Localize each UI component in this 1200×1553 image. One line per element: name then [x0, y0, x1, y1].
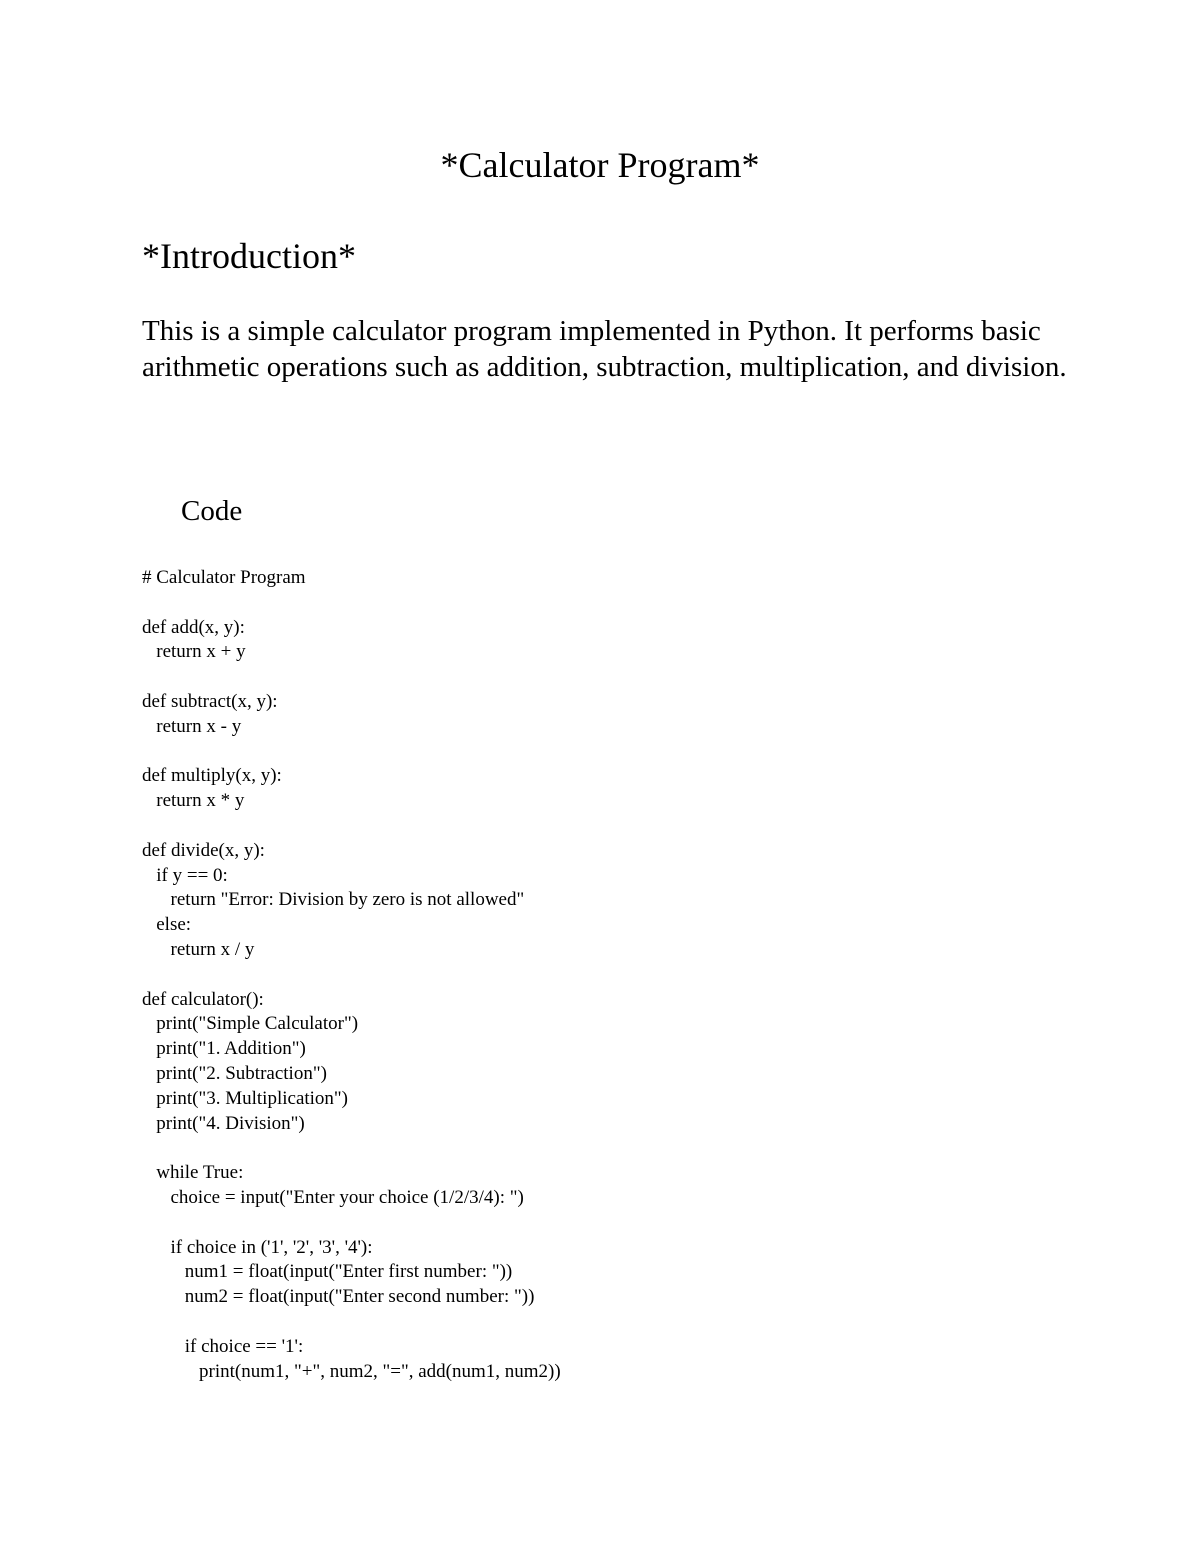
code-line: print("2. Subtraction") [142, 1062, 327, 1084]
code-line: if choice in ('1', '2', '3', '4'): [142, 1236, 373, 1258]
code-line: return x / y [142, 938, 255, 960]
code-heading: Code [181, 495, 243, 527]
code-line: if choice == '1': [142, 1335, 304, 1357]
code-line: # Calculator Program [142, 567, 306, 588]
code-line: def calculator(): [142, 988, 264, 1010]
document-title: *Calculator Program* [440, 145, 760, 185]
code-line: print(num1, "+", num2, "=", add(num1, num2)) [142, 1360, 561, 1382]
code-line: def subtract(x, y): [142, 690, 278, 712]
code-line: print("Simple Calculator") [142, 1013, 359, 1035]
code-listing [142, 566, 1042, 1384]
code-line [142, 1136, 1042, 1161]
code-line: print("3. Multiplication") [142, 1087, 349, 1109]
code-line: choice = input("Enter your choice (1/2/3/4): ") [142, 1186, 524, 1208]
code-line: num2 = float(input("Enter second number: ")) [142, 1286, 535, 1308]
code-line: while True: [142, 1162, 244, 1184]
code-line: print("4. Division") [142, 1112, 305, 1134]
code-line: print("1. Addition") [142, 1038, 306, 1060]
code-line: def multiply(x, y): [142, 765, 282, 787]
code-line [142, 963, 1042, 988]
code-line [142, 814, 1042, 839]
code-line: num1 = float(input("Enter first number: ")) [142, 1261, 513, 1283]
code-line [142, 740, 1042, 765]
code-line: return "Error: Division by zero is not allowed" [142, 889, 525, 911]
code-line [142, 591, 1042, 616]
code-line: return x + y [142, 641, 246, 663]
code-line: def add(x, y): [142, 616, 245, 638]
code-line: def divide(x, y): [142, 839, 265, 861]
code-line: return x * y [142, 790, 245, 812]
code-line: return x - y [142, 715, 242, 737]
code-line [142, 665, 1042, 690]
code-line: if y == 0: [142, 864, 228, 886]
code-line [142, 1310, 1042, 1335]
introduction-heading: *Introduction* [142, 236, 356, 276]
code-line [142, 1211, 1042, 1236]
introduction-paragraph: This is a simple calculator program implemented in Python. It performs basic arithmetic operations such as addition, subtraction, multiplication, and division. [142, 315, 1067, 383]
code-line: else: [142, 914, 192, 936]
